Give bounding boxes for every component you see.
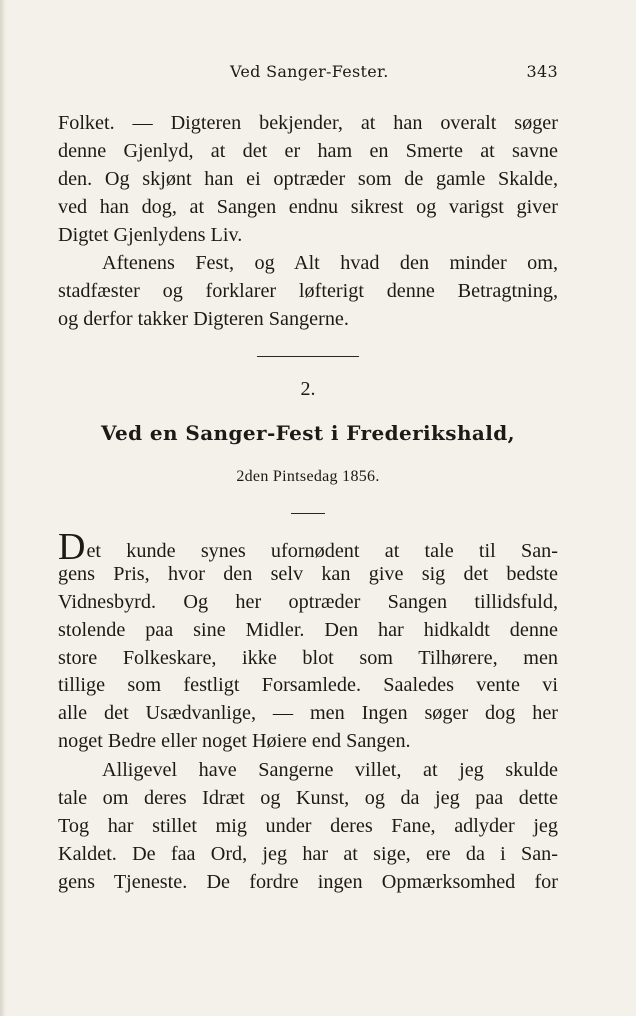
text-line: alle det Usædvanlige, — men Ingen søger dog her — [58, 702, 558, 725]
paragraph-three — [58, 526, 558, 756]
text-line: Folket. — Digteren bekjender, at han overalt søger — [58, 112, 558, 134]
continuation-paragraph — [58, 110, 558, 249]
page-edge — [0, 0, 6, 1016]
paragraph-two — [58, 250, 558, 334]
text-line: Alligevel have Sangerne villet, at jeg skulde — [102, 759, 558, 781]
text-line: tale om deres Idræt og Kunst, og da jeg paa dette — [58, 786, 558, 809]
section-date: 2den Pintsedag 1856. — [236, 468, 380, 485]
text-line: Vidnesbyrd. Og her optræder Sangen tillidsfuld, — [58, 590, 558, 613]
text-line: Kaldet. De faa Ord, jeg har at sige, ere da i San- — [58, 842, 558, 865]
paragraph-four — [58, 757, 558, 896]
drop-cap: D — [58, 526, 86, 568]
first-line-rest: et kunde synes ufornødent at tale til San- — [86, 540, 558, 562]
text-line: den. Og skjønt han ei optræder som de gamle Skalde, — [58, 167, 558, 190]
text-line: denne Gjenlyd, at det er ham en Smerte at savne — [58, 139, 558, 162]
text-line: Digtet Gjenlydens Liv. — [58, 223, 243, 246]
text-line: noget Bedre eller noget Høiere end Sangen. — [58, 730, 411, 753]
text-line: store Folkeskare, ikke blot som Tilhørere, men — [58, 646, 558, 669]
text-line: Aftenens Fest, og Alt hvad den minder om, — [102, 252, 558, 274]
text-line: tillige som festligt Forsamlede. Saaledes vente vi — [58, 674, 558, 697]
text-line: ved han dog, at Sangen endnu sikrest og varigst giver — [58, 195, 558, 218]
text-line: stolende paa sine Midler. Den har hidkaldt denne — [58, 618, 558, 641]
text-line: gens Pris, hvor den selv kan give sig det bedste — [58, 562, 558, 585]
page-number: 343 — [526, 62, 558, 81]
section-number: 2. — [300, 378, 316, 400]
text-line-first — [58, 526, 558, 568]
short-divider — [291, 513, 325, 514]
running-title: Ved Sanger-Fester. — [230, 62, 389, 81]
text-line: Tog har stillet mig under deres Fane, adlyder jeg — [58, 814, 558, 837]
section-divider — [257, 356, 359, 357]
text-line: gens Tjeneste. De fordre ingen Opmærksomhed for — [58, 870, 558, 893]
text-line: stadfæster og forklarer løfterigt denne Betragtning, — [58, 279, 558, 302]
text-line: og derfor takker Digteren Sangerne. — [58, 307, 349, 330]
section-title: Ved en Sanger-Fest i Frederikshald, — [100, 421, 516, 445]
